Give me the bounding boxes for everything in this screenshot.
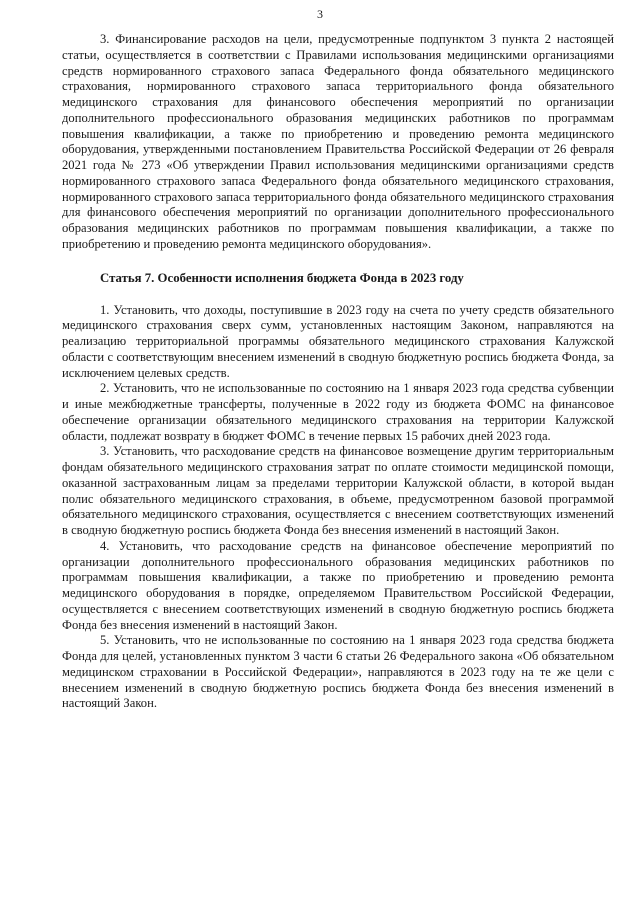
article-paragraph-4: 4. Установить, что расходование средств на финансовое обеспечение мероприятий по организации дополнительного профессионального образования медицинских работников по программам повышения квалификации, а также по приобретению и проведению ремонта медицинского оборудования в порядке, определяемом Правительством Российской Федерации, осуществляется с внесением соответствующих изменений в сводную бюджетную роспись бюджета Фонда без внесения изменений в настоящий Закон. <box>62 538 614 632</box>
document-body <box>62 32 614 712</box>
intro-paragraph: 3. Финансирование расходов на цели, предусмотренные подпунктом 3 пункта 2 настоящей статьи, осуществляется в соответствии с Правилами использования медицинскими организациями средств нормированного страхового запаса Федерального фонда обязательного медицинского страхования, нормированного страхового запаса территориального фонда обязательного медицинского страхования для финансового обеспечения мероприятий по организации дополнительного профессионального образования медицинских работников по программам повышения квалификации, а также по приобретению и проведению ремонта медицинского оборудования, утвержденными постановлением Правительства Российской Федерации от 26 февраля 2021 года № 273 «Об утверждении Правил использования медицинскими организациями средств нормированного страхового запаса Федерального фонда обязательного медицинского страхования, нормированного страхового запаса территориального фонда обязательного медицинского страхования для финансового обеспечения мероприятий по организации дополнительного профессионального образования медицинских работников по программам повышения квалификации, а также по приобретению и проведению ремонта медицинского оборудования». <box>62 32 614 251</box>
page-number: 3 <box>317 7 323 21</box>
article-paragraph-2: 2. Установить, что не использованные по состоянию на 1 января 2023 года средства субвенции и иные межбюджетные трансферты, полученные в 2022 году из бюджета ФОМС на финансовое обеспечение организации обязательного медицинского страхования на территории Калужской области, подлежат возврату в бюджет ФОМС в течение первых 15 рабочих дней 2023 года. <box>62 381 614 443</box>
article-paragraph-1: 1. Установить, что доходы, поступившие в 2023 году на счета по учету средств обязательного медицинского страхования сверх сумм, установленных настоящим Законом, направляются на реализацию территориальной программы обязательного медицинского страхования Калужской области с соответствующим внесением изменений в сводную бюджетную роспись бюджета Фонда, за исключением целевых средств. <box>62 302 614 380</box>
article-paragraph-3: 3. Установить, что расходование средств на финансовое возмещение другим территориальным фондам обязательного медицинского страхования затрат по оплате стоимости медицинской помощи, оказанной застрахованным лицам за пределами территории Калужской области, в которой выдан полис обязательного медицинского страхования, в объеме, предусмотренном базовой программой обязательного медицинского страхования, осуществляется с внесением соответствующих изменений в сводную бюджетную роспись бюджета Фонда без внесения изменений в настоящий Закон. <box>62 444 614 537</box>
article-paragraph-5: 5. Установить, что не использованные по состоянию на 1 января 2023 года средства бюджета Фонда для целей, установленных пунктом 3 части 6 статьи 26 Федерального закона «Об обязательном медицинском страховании в Российской Федерации», направляются в 2023 году на те же цели с внесением изменений в сводную бюджетную роспись бюджета Фонда без внесения изменений в настоящий Закон. <box>62 633 614 711</box>
article-heading: Статья 7. Особенности исполнения бюджета Фонда в 2023 году <box>100 270 464 285</box>
